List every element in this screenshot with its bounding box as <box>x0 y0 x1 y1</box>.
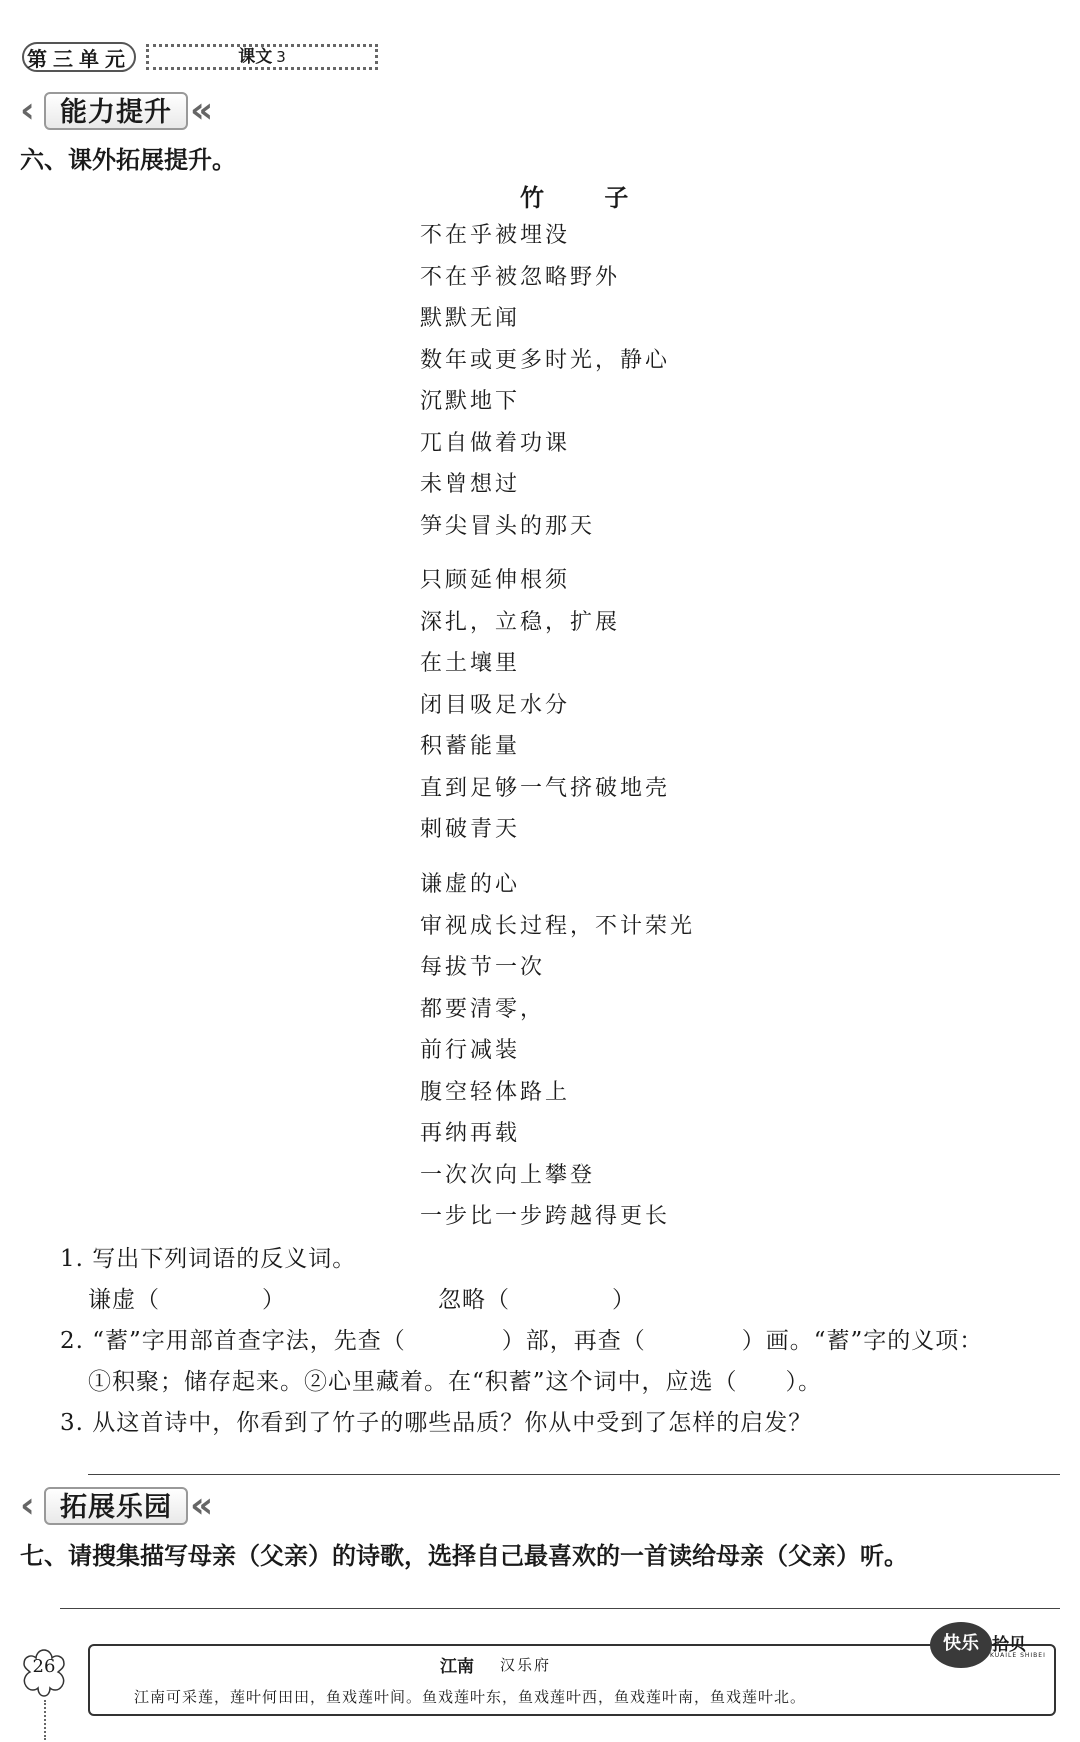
question-2-line-2: ①积聚；储存起来。②心里藏着。在“积蓄”这个词中，应选（ ）。 <box>88 1369 823 1395</box>
footer-poem-title: 江南 <box>440 1657 474 1677</box>
section-six-title: 六、课外拓展提升。 <box>20 146 236 174</box>
antonym-word-a: 谦虚（ <box>88 1287 160 1313</box>
poem-line: 闭目吸足水分 <box>420 692 571 718</box>
double-chevron-left-icon: « <box>190 1485 214 1526</box>
question-2-line-1: 2. “蓄”字用部首查字法，先查（ ）部，再查（ ）画。“蓄”字的义项： <box>60 1328 984 1354</box>
poem-line: 刺破青天 <box>420 817 521 842</box>
poem-line: 未曾想过 <box>420 472 521 497</box>
section-banner-extension <box>18 1487 218 1525</box>
chevron-left-icon: ‹ <box>20 90 35 131</box>
logo-speech-bubble: 快乐 <box>930 1622 992 1668</box>
poem-line: 再纳再载 <box>420 1121 521 1146</box>
antonym-close-b: ） <box>612 1287 636 1313</box>
question-3: 3. 从这首诗中，你看到了竹子的哪些品质？你从中受到了怎样的启发？ <box>60 1410 813 1436</box>
double-chevron-left-icon: « <box>190 90 214 131</box>
poem-line: 兀自做着功课 <box>420 430 571 456</box>
dotted-stem <box>44 1700 46 1740</box>
poem-line: 沉默地下 <box>420 389 521 414</box>
poem-line: 审视成长过程，不计荣光 <box>420 913 696 939</box>
chevron-left-icon: ‹ <box>20 1485 35 1526</box>
poem-stanza-3 <box>420 864 695 1238</box>
poem-line: 每拔节一次 <box>420 955 546 980</box>
poem-title: 竹 子 <box>520 184 655 212</box>
answer-line <box>88 1474 1060 1475</box>
footer-poem-text: 江南可采莲，莲叶何田田，鱼戏莲叶间。鱼戏莲叶东，鱼戏莲叶西，鱼戏莲叶南，鱼戏莲叶北。 <box>134 1688 807 1706</box>
lesson-label <box>146 44 378 70</box>
antonym-word-b: 忽略（ <box>438 1287 510 1313</box>
poem-line: 不在乎被埋没 <box>420 223 571 248</box>
poem-line: 谦虚的心 <box>420 872 521 897</box>
poem-line: 一步比一步跨越得更长 <box>420 1204 671 1229</box>
poem-line: 笋尖冒头的那天 <box>420 513 596 539</box>
poem-line: 深扎，立稳，扩展 <box>420 609 621 635</box>
lesson-text: 课文 <box>238 47 273 67</box>
poem-line: 数年或更多时光，静心 <box>420 347 671 373</box>
poem-line: 都要清零， <box>420 996 546 1022</box>
poem-line: 前行减装 <box>420 1038 521 1063</box>
poem-line: 不在乎被忽略野外 <box>420 264 621 290</box>
poem-line: 只顾延伸根须 <box>420 568 571 593</box>
poem-line: 腹空轻体路上 <box>420 1079 571 1105</box>
lesson-number: 3 <box>276 48 286 66</box>
poem-line: 直到足够一气挤破地壳 <box>420 775 671 801</box>
antonym-close-a: ） <box>262 1287 286 1313</box>
banner-label: 能力提升 <box>44 92 188 130</box>
poem-line: 积蓄能量 <box>420 734 521 759</box>
banner-label: 拓展乐园 <box>44 1487 188 1525</box>
divider-line <box>60 1608 1060 1609</box>
poem-line: 在土壤里 <box>420 651 521 676</box>
logo-subtitle: KUAILE SHIBEI <box>990 1652 1046 1659</box>
section-banner-ability <box>18 92 218 130</box>
poem-line: 默默无闻 <box>420 306 521 331</box>
section-seven-title: 七、请搜集描写母亲（父亲）的诗歌，选择自己最喜欢的一首读给母亲（父亲）听。 <box>20 1542 908 1570</box>
question-1: 1. 写出下列词语的反义词。 <box>60 1246 357 1272</box>
poem-stanza-2 <box>420 560 670 851</box>
footer-poem-author: 汉乐府 <box>500 1656 552 1674</box>
poem-stanza-1 <box>420 215 670 547</box>
unit-label: 第三单元 <box>22 42 136 72</box>
poem-line: 一次次向上攀登 <box>420 1162 596 1188</box>
logo-word: 拾贝 <box>992 1635 1026 1655</box>
page-number: 26 <box>32 1656 56 1677</box>
